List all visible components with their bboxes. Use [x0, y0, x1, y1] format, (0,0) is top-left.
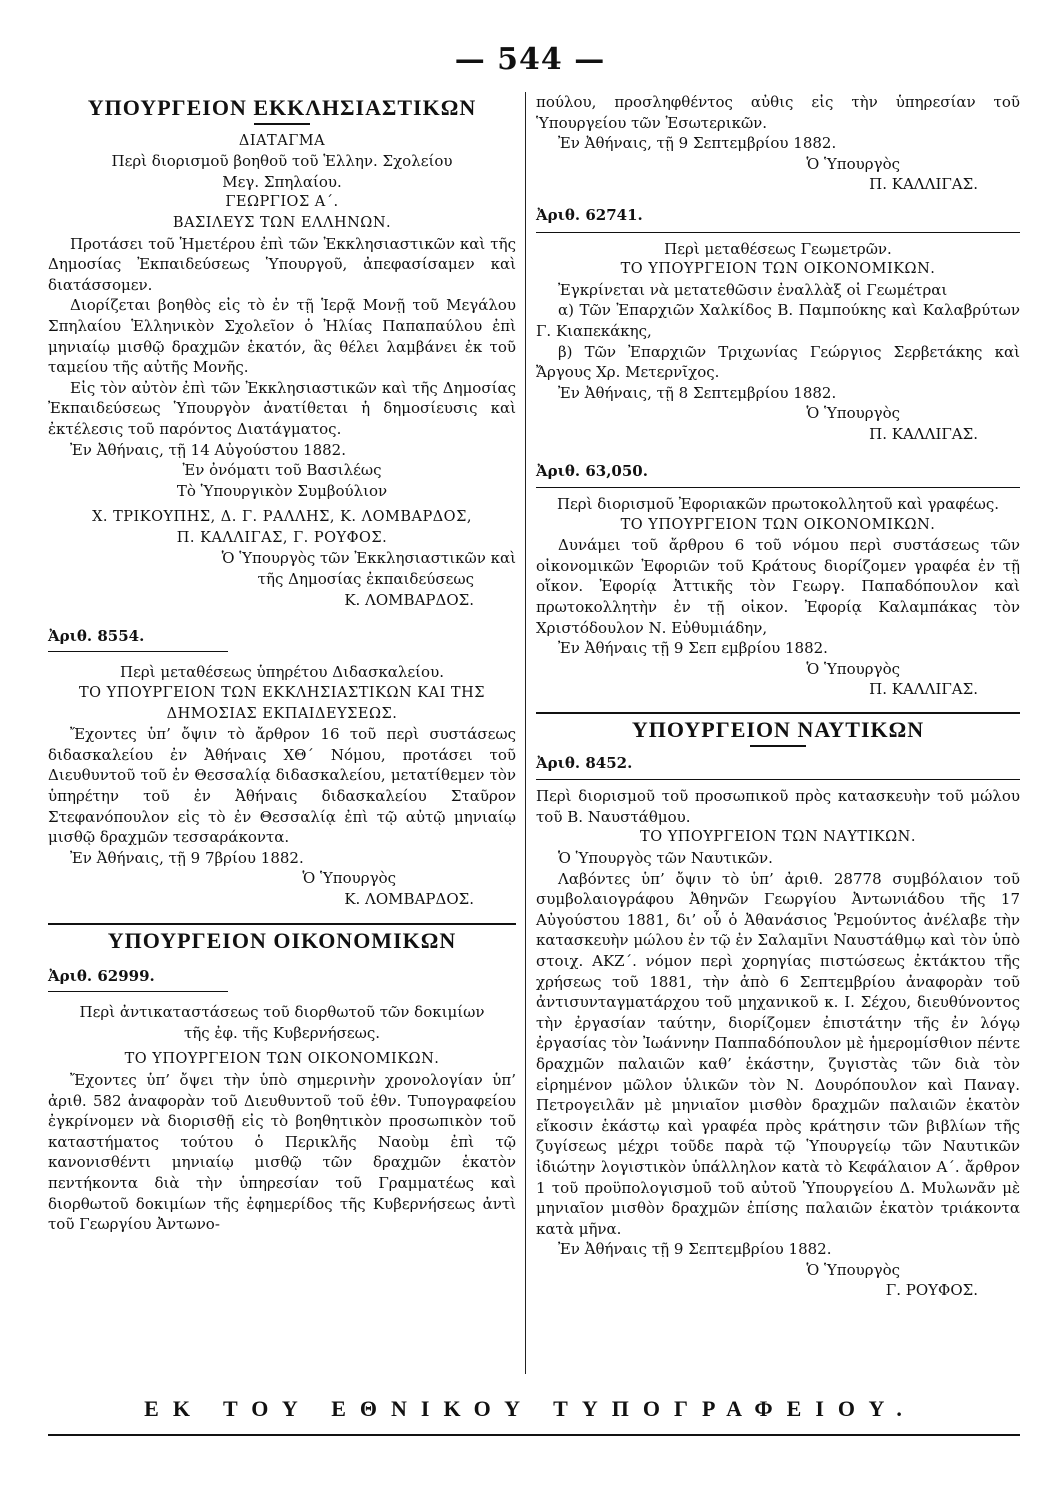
doc-date: Ἐν Ἀθήναις τῇ 9 Σεπ εμβρίου 1882. — [558, 639, 828, 658]
transfer-paragraph: Ἔχοντες ὑπ’ ὄψιν τὸ ἄρθρον 16 τοῦ περὶ συστάσεως διδασκαλείου ἐν Ἀθήναις ΧΘ΄ Νόμου, προτάσει τοῦ Διευθυντοῦ τοῦ ἐν Θεσσαλίᾳ διδασκαλείου, μετατίθεμεν τὸν ὑπηρέτην τοῦ ἐν Ἀθήναις διδασκαλείου Σταῦρον Στεφανόπουλον εἰς τὸ ἐν Θεσσαλίᾳ ἐπὶ τῷ αὐτῷ μηνιαίῳ μισθῷ δραχμῶν τεσσαράκοντα. — [48, 725, 516, 847]
document-number: Ἀριθ. 62741. — [536, 205, 643, 224]
right-column — [536, 92, 1020, 1301]
section-rule — [536, 779, 1020, 780]
doc-subject-line2: τῆς ἐφ. τῆς Κυβερνήσεως. — [183, 1023, 381, 1042]
signers-line2: Π. ΚΑΛΛΙΓΑΣ, Γ. ΡΟΥΦΟΣ. — [176, 529, 388, 546]
doc-subject: Περὶ μεταθέσεως ὑπηρέτου Διδασκαλείου. — [120, 663, 444, 682]
continued-date: Ἐν Ἀθήναις, τῇ 9 Σεπτεμβρίου 1882. — [558, 134, 837, 153]
decree-execution: Εἰς τὸν αὐτὸν ἐπὶ τῶν Ἐκκλησιαστικῶν καὶ τῆς Δημοσίας Ἐκπαιδεύσεως Ὑπουργὸν ἀνατίθεται ἡ δημοσίευσις καὶ ἐκτέλεσις τοῦ παρόντος Διατάγματος. — [48, 378, 516, 438]
signature-name: Κ. ΛΟΜΒΑΡΔΟΣ. — [344, 889, 474, 908]
list-item-a: α) Τῶν Ἐπαρχιῶν Χαλκίδος Β. Παμπούκης καὶ Καλαβρύτων Γ. Κιαπεκάκης, — [536, 301, 1020, 340]
number-underline — [48, 991, 228, 993]
approval-intro: Ἐγκρίνεται νὰ μετατεθῶσιν ἐναλλὰξ οἱ Γεωμέτραι — [558, 280, 948, 299]
decree-article: Διορίζεται βοηθὸς εἰς τὸ ἐν τῇ Ἱερᾷ Μονῇ τοῦ Μεγάλου Σπηλαίου Ἑλληνικὸν Σχολεῖον ὁ Ἠλίας Παπαπαύλου ἐπὶ μηνιαίῳ μισθῷ δραχμῶν ἑκατόν, ἃς θέλει λαμβάνει ἐκ τοῦ ταμείου τῆς αὐτῆς Μονῆς. — [48, 296, 516, 377]
king-title: ΒΑΣΙΛΕΥΣ ΤΩΝ ΕΛΛΗΝΩΝ. — [172, 214, 392, 231]
printer-footer: ΕΚ ΤΟΥ ΕΘΝΙΚΟΥ ΤΥΠΟΓΡΑΦΕΙΟΥ. — [144, 1396, 916, 1421]
decree-subject-line2: Μεγ. Σπηλαίου. — [222, 172, 342, 191]
ministry-title-naval: ΥΠΟΥΡΓΕΙΟΝ ΝΑΥΤΙΚΩΝ — [631, 717, 925, 743]
column-divider — [525, 92, 526, 1374]
document-number: Ἀριθ. 62999. — [48, 967, 155, 986]
authority-line: ΤΟ ΥΠΟΥΡΓΕΙΟΝ ΤΩΝ ΟΙΚΟΝΟΜΙΚΩΝ. — [620, 261, 936, 278]
signature-name: Π. ΚΑΛΛΙΓΑΣ. — [869, 424, 978, 443]
transfer-date: Ἐν Ἀθήναις, τῇ 9 7βρίου 1882. — [70, 848, 304, 867]
appointment-paragraph: Ἔχοντες ὑπ’ ὄψει τὴν ὑπὸ σημερινὴν χρονολογίαν ὑπ’ ἀριθ. 582 ἀναφορὰν τοῦ Διευθυντοῦ τοῦ ἐθν. Τυπογραφείου ἐγκρίνομεν νὰ διορισθῇ εἰς τὸ βοηθητικὸν προσωπικὸν τοῦ καταστήματος τούτου ὁ Περικλῆς Ναοὺμ ἐπὶ τῷ κανονισθέντι μηνιαίῳ μισθῷ τῶν δραχμῶν ἑκατὸν πεντήκοντα διὰ τὴν ὑπηρεσίαν τοῦ Γραμματέως καὶ διορθωτοῦ δοκιμίων τῆς ἐφημερίδος τῆς Κυβερνήσεως ἀντὶ τοῦ Γεωργίου Ἀντωνο- — [48, 1070, 516, 1234]
signature-title: Ὁ Ὑπουργὸς — [806, 154, 900, 173]
authority-line2: ΔΗΜΟΣΙΑΣ ΕΚΠΑΙΔΕΥΣΕΩΣ. — [166, 705, 398, 722]
minister-title-line2: τῆς Δημοσίας ἐκπαιδεύσεως — [257, 570, 474, 589]
authority-line: ΤΟ ΥΠΟΥΡΓΕΙΟΝ ΤΩΝ ΟΙΚΟΝΟΜΙΚΩΝ. — [620, 516, 936, 533]
section-rule — [536, 487, 1020, 488]
minister-name: Κ. ΛΟΜΒΑΡΔΟΣ. — [344, 590, 474, 609]
list-item-b: β) Τῶν Ἐπαρχιῶν Τριχωνίας Γεώργιος Σερβετάκης καὶ Ἄργους Χρ. Μετερνῖχος. — [536, 342, 1020, 382]
royal-name-line: Ἐν ὀνόματι τοῦ Βασιλέως — [182, 461, 382, 480]
authority-line: ΤΟ ΥΠΟΥΡΓΕΙΟΝ ΤΩΝ ΝΑΥΤΙΚΩΝ. — [640, 829, 916, 846]
continued-paragraph: πούλου, προσληφθέντος αὐθις εἰς τὴν ὑπηρεσίαν τοῦ Ὑπουργείου τῶν Ἐσωτερικῶν. — [536, 93, 1020, 132]
naval-paragraph: Λαβόντες ὑπ’ ὄψιν τὸ ὑπ’ ἀριθ. 28778 συμβόλαιον τοῦ συμβολαιογράφου Ἀθηνῶν Γεωργίου Ἀντωνιάδου τῆς 17 Αὐγούστου 1881, δι’ οὗ ὁ Ἀθανάσιος Ῥεμούντος ἀνέλαβε τὴν κατασκευὴν μώλου ἐν τῷ ἐν Σαλαμῖνι Ναυστάθμῳ καὶ τὸν ὑπὸ στοιχ. ΑΚΖ΄. νόμον περὶ χορηγίας πιστώσεως ἐκτάκτου τῆς χρήσεως τοῦ 1881, τὴν ἀπὸ 6 Σεπτεμβρίου ἀναφορὰν τοῦ ἀντισυνταγματάρχου τοῦ μηχανικοῦ κ. Ι. Σέχου, διευθύνοντος τὴν ἐργασίαν ταύτην, διορίζομεν ἐπιστάτην τῆς ἐν λόγῳ ἐργασίας τὸν Ἰωάννην Παππαδόπουλον μὲ ἡμερομίσθιον πέντε δραχμῶν παλαιῶν καθ’ ἑκάστην, ζυγιστὰς τῶν διὰ τὸν εἰρημένον μῶλον ὑλικῶν τὸν Ν. Δουρόπουλον καὶ Παναγ. Πετρογειλᾶν μὲ μηνιαῖον μισθὸν δραχμῶν παλαιῶν ἑκατὸν εἴκοσιν ἑκάστῳ καὶ γραφέα πρὸς κράτησιν τῶν βιβλίων τῆς ζυγίσεως μέχρι τοῦδε παρὰ τῷ Ὑπουργείῳ τῶν Ναυτικῶν ἰδιώτην λογιστικὸν ὑπάλληλον κατὰ τὸ Κεφάλαιον Α΄. ἄρθρον 1 τοῦ προϋπολογισμοῦ τοῦ αὐτοῦ Ὑπουργείου Δ. Μυλωνᾶν μὲ μηνιαῖον μισθὸν δραχμῶν ἐπίσης παλαιῶν ἑκατὸν τριάκοντα κατὰ μῆνα. — [536, 869, 1020, 1238]
document-number: Ἀριθ. 8452. — [536, 753, 633, 772]
signers-line1: Χ. ΤΡΙΚΟΥΠΗΣ, Δ. Γ. ΡΑΛΛΗΣ, Κ. ΛΟΜΒΑΡΔΟΣ, — [92, 509, 472, 526]
decree-subject-line1: Περὶ διορισμοῦ βοηθοῦ τοῦ Ἑλλην. Σχολείου — [111, 152, 453, 171]
minister-title-line1: Ὁ Ὑπουργὸς τῶν Ἐκκλησιαστικῶν καὶ — [221, 549, 516, 568]
decree-preamble: Προτάσει τοῦ Ἡμετέρου ἐπὶ τῶν Ἐκκλησιαστικῶν καὶ τῆς Δημοσίας Ἐκπαιδεύσεως Ὑπουργοῦ, ἀπεφασίσαμεν καὶ διατάσσομεν. — [48, 234, 516, 294]
authority-line1: ΤΟ ΥΠΟΥΡΓΕΙΟΝ ΤΩΝ ΕΚΚΛΗΣΙΑΣΤΙΚΩΝ ΚΑΙ ΤΗΣ — [79, 684, 485, 701]
doc-date: Ἐν Ἀθήναις τῇ 9 Σεπτεμβρίου 1882. — [558, 1240, 832, 1259]
signature-title: Ὁ Ὑπουργὸς — [806, 659, 900, 678]
signature-name: Π. ΚΑΛΛΙΓΑΣ. — [869, 680, 978, 699]
doc-date: Ἐν Ἀθήναις, τῇ 8 Σεπτεμβρίου 1882. — [558, 383, 837, 402]
document-number: Ἀριθ. 8554. — [48, 627, 145, 646]
section-rule — [536, 712, 1020, 714]
number-underline — [48, 651, 228, 653]
footer-rule — [48, 1434, 1020, 1436]
ministry-title-ecclesiastical: ΥΠΟΥΡΓΕΙΟΝ ΕΚΚΛΗΣΙΑΣΤΙΚΩΝ — [87, 95, 477, 120]
appointment-paragraph: Δυνάμει τοῦ ἄρθρου 6 τοῦ νόμου περὶ συστάσεως τῶν οἰκονομικῶν Ἐφοριῶν τοῦ Κράτους διορίζομεν γραφέα ἐν τῇ οἴκον. Ἐφορίᾳ Ἀττικῆς τὸν Γεωργ. Παπαδόπουλον καὶ πρωτοκολλητὴν ἐν τῇ οἰκον. Ἐφορίᾳ Καλαμπάκας τὸν Χριστόδουλον Ν. Εὐθυμιάδην, — [536, 536, 1020, 637]
section-rule — [536, 232, 1020, 233]
ministry-title-finance: ΥΠΟΥΡΓΕΙΟΝ ΟΙΚΟΝΟΜΙΚΩΝ — [107, 928, 457, 954]
king-name: ΓΕΩΡΓΙΟΣ Α΄. — [225, 194, 339, 211]
signature-name: Π. ΚΑΛΛΙΓΑΣ. — [869, 175, 978, 194]
left-column — [48, 92, 516, 1235]
signature-title: Ὁ Ὑπουργὸς — [806, 1260, 900, 1279]
doc-subject: Περὶ διορισμοῦ τοῦ προσωπικοῦ πρὸς κατασκευὴν τοῦ μώλου τοῦ Β. Ναυστάθμου. — [536, 787, 1020, 826]
signature-title: Ὁ Ὑπουργὸς — [302, 869, 396, 888]
section-rule — [48, 923, 516, 925]
council-line: Τὸ Ὑπουργικὸν Συμβούλιον — [176, 481, 388, 500]
decree-date: Ἐν Ἀθήναις, τῇ 14 Αὐγούστου 1882. — [70, 440, 346, 459]
doc-subject-line1: Περὶ ἀντικαταστάσεως τοῦ διορθωτοῦ τῶν δοκιμίων — [79, 1003, 485, 1022]
page-number: — 544 — — [454, 42, 606, 77]
doc-subject: Περὶ μεταθέσεως Γεωμετρῶν. — [664, 239, 892, 258]
minister-line: Ὁ Ὑπουργὸς τῶν Ναυτικῶν. — [558, 849, 773, 867]
document-number: Ἀριθ. 63,050. — [536, 461, 648, 480]
authority-line: ΤΟ ΥΠΟΥΡΓΕΙΟΝ ΤΩΝ ΟΙΚΟΝΟΜΙΚΩΝ. — [124, 1051, 440, 1068]
doc-type: ΔΙΑΤΑΓΜΑ — [238, 132, 326, 149]
doc-subject: Περὶ διορισμοῦ Ἐφοριακῶν πρωτοκολλητοῦ καὶ γραφέως. — [556, 495, 1000, 514]
signature-name: Γ. ΡΟΥΦΟΣ. — [885, 1281, 978, 1300]
title-underline — [254, 123, 310, 125]
title-underline — [750, 745, 806, 747]
signature-title: Ὁ Ὑπουργὸς — [806, 404, 900, 423]
